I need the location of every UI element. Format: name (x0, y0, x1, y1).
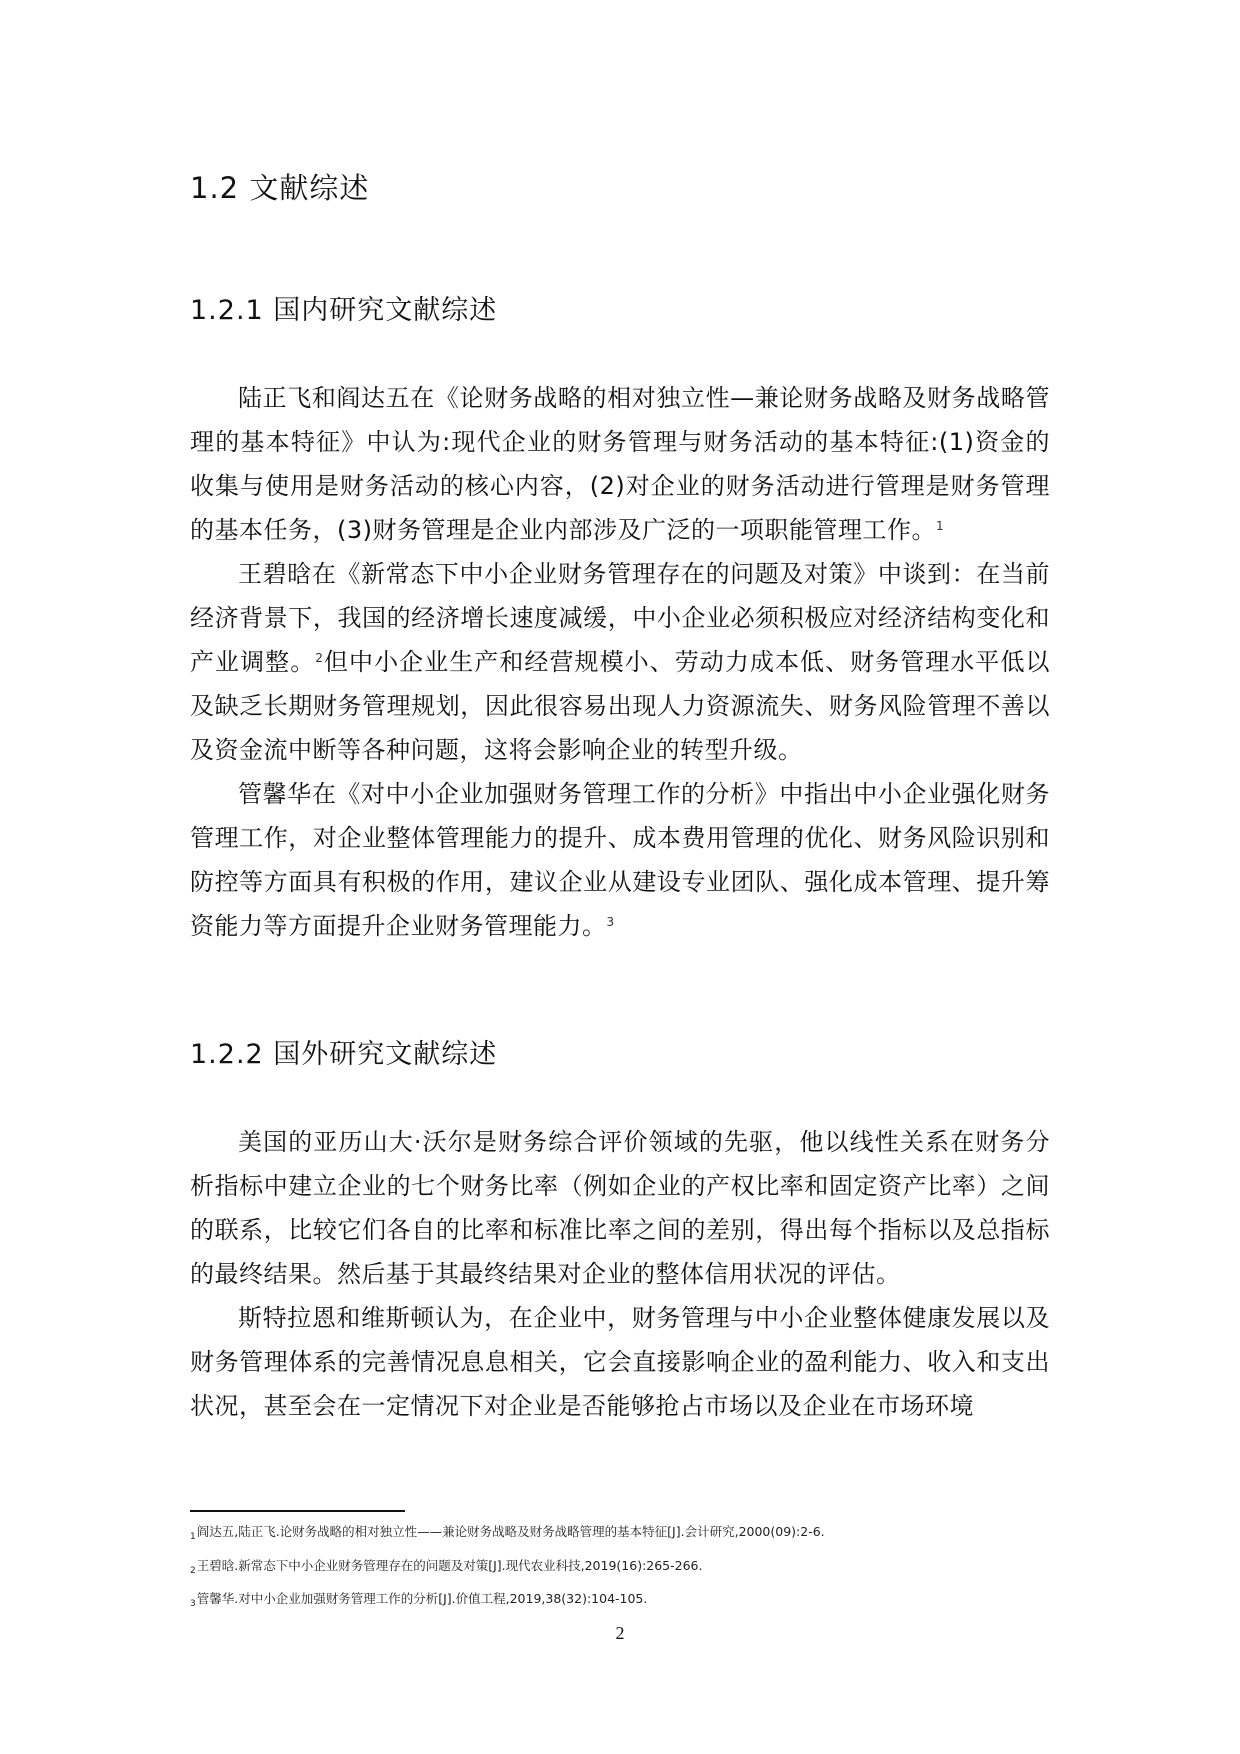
footnote-mark: 2 (190, 1566, 196, 1576)
footnote-mark: 1 (190, 1532, 196, 1542)
section-heading: 1.2 文献综述 (190, 171, 370, 205)
paragraph-text: 陆正飞和阎达五在《论财务战略的相对独立性—兼论财务战略及财务战略管理的基本特征》中认为:现代企业的财务管理与财务活动的基本特征:(1)资金的收集与使用是财务活动的核心内容，(2)对企业的财务活动进行管理是财务管理的基本任务，(3)财务管理是企业内部涉及广泛的一项职能管理工作。 (190, 384, 1050, 544)
paragraph-text: 但中小企业生产和经营规模小、劳动力成本低、财务管理水平低以及缺乏长期财务管理规划，因此很容易出现人力资源流失、财务风险管理不善以及资金流中断等各种问题，这将会影响企业的转型升级。 (190, 648, 1051, 764)
footnote-divider (190, 1510, 405, 1512)
paragraph-domestic-3 (190, 772, 1050, 948)
footnote-text: 阎达五,陆正飞.论财务战略的相对独立性——兼论财务战略及财务战略管理的基本特征[J].会计研究,2000(09):2-6. (196, 1524, 825, 1539)
page-number: 2 (615, 1623, 625, 1643)
footnote-2 (190, 1556, 702, 1574)
footnote-text: 管馨华.对中小企业加强财务管理工作的分析[J].价值工程,2019,38(32):104-105. (196, 1591, 648, 1606)
footnote-1 (190, 1522, 825, 1540)
footnote-ref: 3 (606, 915, 615, 929)
footnote-text: 王碧晗.新常态下中小企业财务管理存在的问题及对策[J].现代农业科技,2019(16):265-266. (196, 1558, 703, 1573)
subsection-heading-foreign: 1.2.2 国外研究文献综述 (190, 1039, 498, 1070)
paragraph-foreign-2 (190, 1296, 1050, 1428)
footnote-mark: 3 (190, 1599, 196, 1609)
paragraph-text: 斯特拉恩和维斯顿认为，在企业中，财务管理与中小企业整体健康发展以及财务管理体系的完善情况息息相关，它会直接影响企业的盈利能力、收入和支出状况，甚至会在一定情况下对企业是否能够抢占市场以及企业在市场环境 (190, 1304, 1050, 1420)
paragraph-text: 管馨华在《对中小企业加强财务管理工作的分析》中指出中小企业强化财务管理工作，对企业整体管理能力的提升、成本费用管理的优化、财务风险识别和防控等方面具有积极的作用，建议企业从建设专业团队、强化成本管理、提升筹资能力等方面提升企业财务管理能力。 (190, 780, 1050, 940)
footnote-ref: 2 (315, 651, 324, 665)
footnote-3 (190, 1589, 647, 1607)
paragraph-text: 美国的亚历山大·沃尔是财务综合评价领域的先驱，他以线性关系在财务分析指标中建立企业的七个财务比率（例如企业的产权比率和固定资产比率）之间的联系，比较它们各自的比率和标准比率之间的差别，得出每个指标以及总指标的最终结果。然后基于其最终结果对企业的整体信用状况的评估。 (190, 1128, 1050, 1288)
paragraph-domestic-2 (190, 552, 1050, 772)
paragraph-foreign-1 (190, 1120, 1050, 1296)
footnote-ref: 1 (936, 519, 945, 533)
subsection-heading-domestic: 1.2.1 国内研究文献综述 (190, 295, 498, 326)
paragraph-text: 王碧晗在《新常态下中小企业财务管理存在的问题及对策》中谈到：在当前经济背景下，我国的经济增长速度减缓，中小企业必须积极应对经济结构变化和产业调整。 (190, 560, 1050, 676)
paragraph-domestic-1 (190, 376, 1050, 552)
